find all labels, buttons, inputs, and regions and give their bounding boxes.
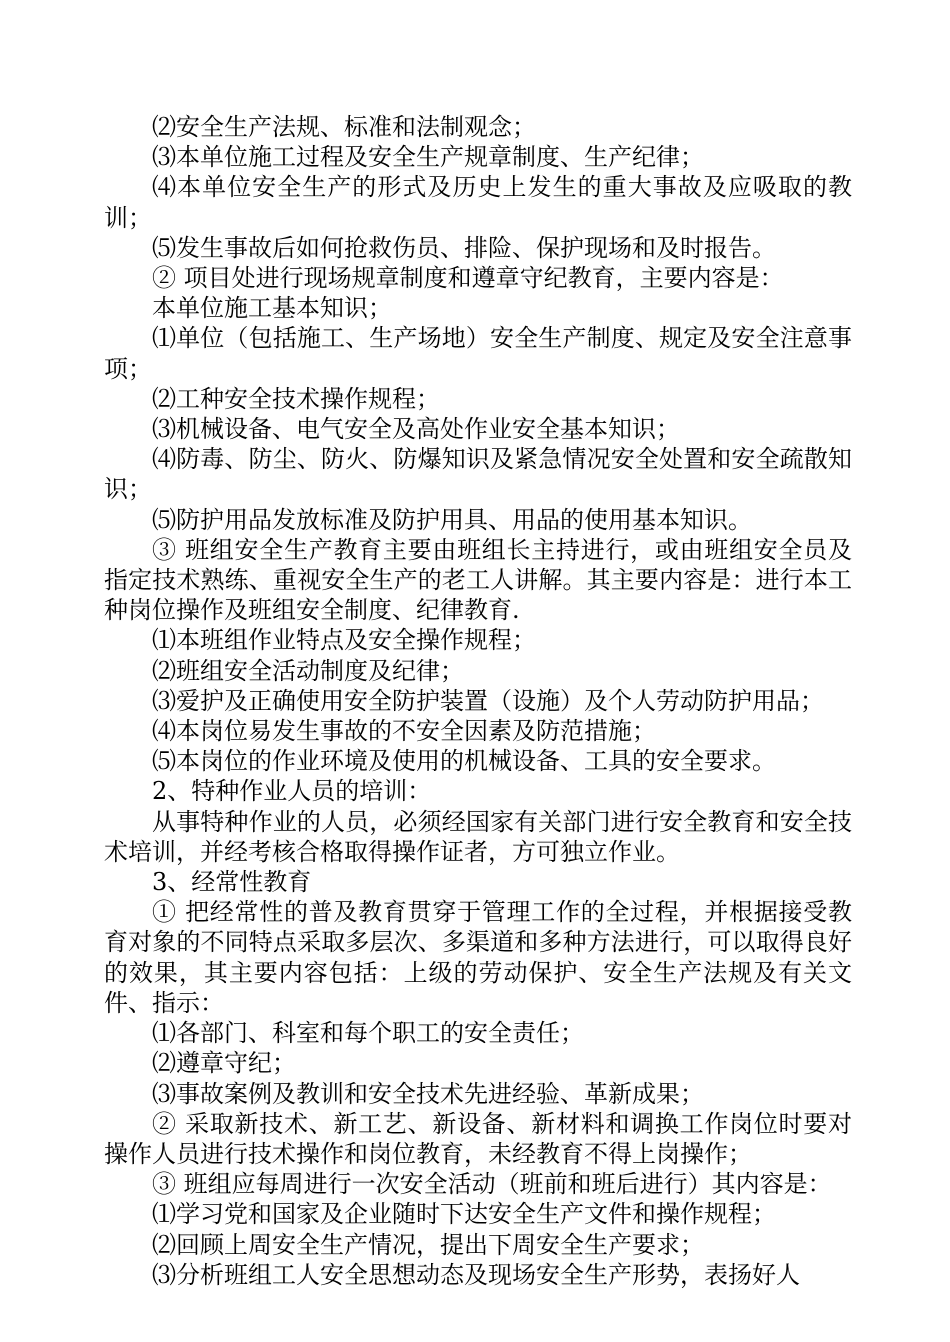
paragraph: ③ 班组安全生产教育主要由班组长主持进行，或由班组安全员及指定技术熟练、重视安全生产的老工人讲解。其主要内容是：进行本工种岗位操作及班组安全制度、纪律教育. xyxy=(104,535,852,625)
paragraph: ⑶本单位施工过程及安全生产规章制度、生产纪律； xyxy=(152,143,704,172)
paragraph: ⑴各部门、科室和每个职工的安全责任； xyxy=(152,1019,584,1048)
paragraph: ⑸发生事故后如何抢救伤员、排险、保护现场和及时报告。 xyxy=(152,233,776,262)
paragraph: ② 采取新技术、新工艺、新设备、新材料和调换工作岗位时要对操作人员进行技术操作和岗位教育，未经教育不得上岗操作； xyxy=(104,1109,852,1168)
paragraph: ② 项目处进行现场规章制度和遵章守纪教育，主要内容是： xyxy=(152,264,784,293)
paragraph: ⑵遵章守纪； xyxy=(152,1049,296,1078)
paragraph: ⑶事故案例及教训和安全技术先进经验、革新成果； xyxy=(152,1079,704,1108)
paragraph: 从事特种作业的人员，必须经国家有关部门进行安全教育和安全技术培训，并经考核合格取得操作证者，方可独立作业。 xyxy=(104,807,852,866)
paragraph: ⑴本班组作业特点及安全操作规程； xyxy=(152,626,536,655)
paragraph: ⑷防毒、防尘、防火、防爆知识及紧急情况安全处置和安全疏散知识； xyxy=(104,445,852,504)
document-page xyxy=(104,112,852,1290)
paragraph: ⑵工种安全技术操作规程； xyxy=(152,384,440,413)
paragraph: ① 把经常性的普及教育贯穿于管理工作的全过程，并根据接受教育对象的不同特点采取多层次、多渠道和多种方法进行，可以取得良好的效果，其主要内容包括：上级的劳动保护、安全生产法规及有关文件、指示： xyxy=(104,898,852,1017)
paragraph: 2、特种作业人员的培训： xyxy=(152,777,432,806)
paragraph: ⑵安全生产法规、标准和法制观念； xyxy=(152,113,536,141)
paragraph: ⑶机械设备、电气安全及高处作业安全基本知识； xyxy=(152,415,680,444)
paragraph: ⑴单位（包括施工、生产场地）安全生产制度、规定及安全注意事项； xyxy=(104,324,852,383)
paragraph: ⑴学习党和国家及企业随时下达安全生产文件和操作规程； xyxy=(152,1200,776,1229)
paragraph: 3、经常性教育 xyxy=(152,868,312,897)
paragraph: ⑸本岗位的作业环境及使用的机械设备、工具的安全要求。 xyxy=(152,747,776,776)
paragraph: 本单位施工基本知识； xyxy=(152,294,392,323)
paragraph: ⑶爱护及正确使用安全防护装置（设施）及个人劳动防护用品； xyxy=(152,686,824,715)
paragraph: ⑵班组安全活动制度及纪律； xyxy=(152,656,464,685)
paragraph: ⑵回顾上周安全生产情况，提出下周安全生产要求； xyxy=(152,1230,704,1259)
paragraph: ⑷本岗位易发生事故的不安全因素及防范措施； xyxy=(152,717,656,746)
paragraph: ⑶分析班组工人安全思想动态及现场安全生产形势，表扬好人 xyxy=(152,1260,800,1289)
paragraph: ⑸防护用品发放标准及防护用具、用品的使用基本知识。 xyxy=(152,505,752,534)
paragraph: ⑷本单位安全生产的形式及历史上发生的重大事故及应吸取的教训； xyxy=(104,173,852,232)
paragraph: ③ 班组应每周进行一次安全活动（班前和班后进行）其内容是： xyxy=(152,1170,832,1199)
